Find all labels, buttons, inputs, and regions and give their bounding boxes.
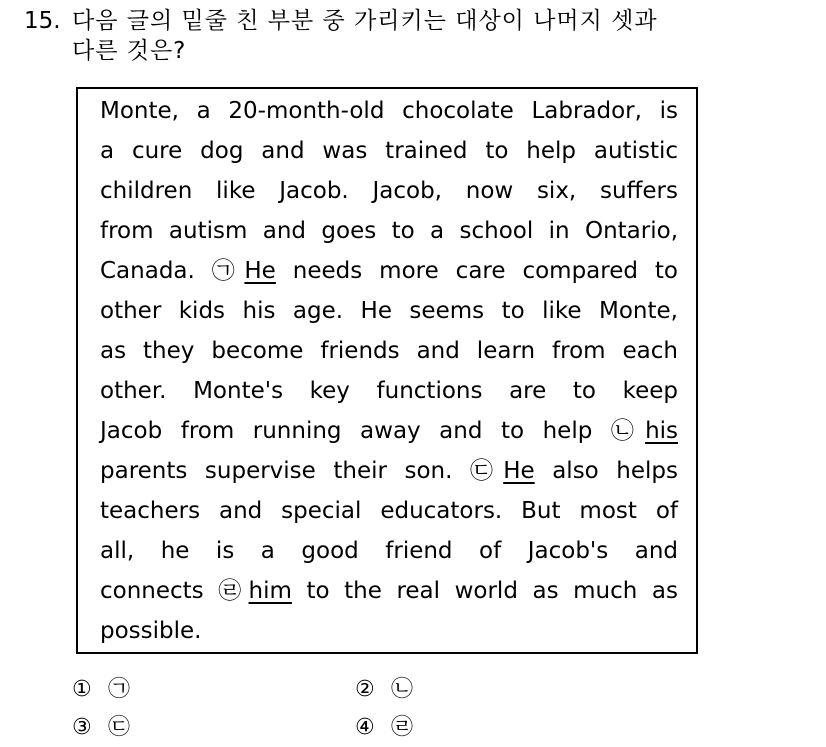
passage-text: also helps	[534, 458, 678, 484]
passage-text: needs more care compared to	[275, 258, 678, 284]
choice-number: ①	[72, 677, 92, 702]
question-text-line-1: 다음 글의 밑줄 친 부분 중 가리키는 대상이 나머지 셋과	[72, 8, 658, 34]
underlined-him-d: him	[248, 578, 292, 604]
passage-text: connects	[100, 578, 219, 604]
question-number: 15.	[24, 8, 61, 34]
passage-line: other kids his age. He seems to like Monte,	[100, 298, 678, 324]
passage-line	[100, 411, 678, 451]
passage-line: children like Jacob. Jacob, now six, suffers	[100, 178, 678, 204]
marker-a: ㉠	[211, 258, 245, 284]
marker-c: ㉢	[469, 458, 504, 484]
passage-line: teachers and special educators. But most of	[100, 498, 678, 524]
passage-line	[100, 571, 678, 611]
choice-3[interactable]	[72, 713, 130, 743]
choice-label: ㉢	[108, 715, 131, 740]
choice-number: ②	[355, 677, 375, 702]
choice-4[interactable]	[355, 713, 413, 743]
choice-number: ③	[72, 715, 92, 740]
underlined-he-c: He	[503, 458, 535, 484]
choice-1[interactable]	[72, 675, 130, 705]
choice-label: ㉠	[108, 677, 131, 702]
choice-number: ④	[355, 715, 375, 740]
passage-text: to the real world as much as	[291, 578, 678, 604]
passage-line: a cure dog and was trained to help autistic	[100, 138, 678, 164]
marker-b: ㉡	[610, 418, 646, 444]
passage-line	[100, 251, 678, 291]
passage-box	[76, 87, 698, 654]
question-text	[72, 6, 772, 66]
underlined-his-b: his	[645, 418, 679, 444]
passage-line: all, he is a good friend of Jacob's and	[100, 538, 678, 564]
underlined-he-a: He	[244, 258, 276, 284]
choice-2[interactable]	[355, 675, 413, 705]
passage-line: from autism and goes to a school in Ontario,	[100, 218, 678, 244]
passage-text: Jacob from running away and to help	[100, 418, 611, 444]
passage-line: Monte, a 20-month-old chocolate Labrador, is	[100, 98, 678, 124]
question-text-line-2: 다른 것은?	[72, 38, 187, 64]
passage-line: as they become friends and learn from each	[100, 338, 678, 364]
marker-d: ㉣	[218, 578, 249, 604]
choice-label: ㉣	[391, 715, 414, 740]
passage-text: parents supervise their son.	[100, 458, 470, 484]
passage-line	[100, 451, 678, 491]
passage-text: Canada.	[100, 258, 212, 284]
passage-line: possible.	[100, 618, 202, 644]
passage-line: other. Monte's key functions are to keep	[100, 378, 678, 404]
choice-label: ㉡	[391, 677, 414, 702]
